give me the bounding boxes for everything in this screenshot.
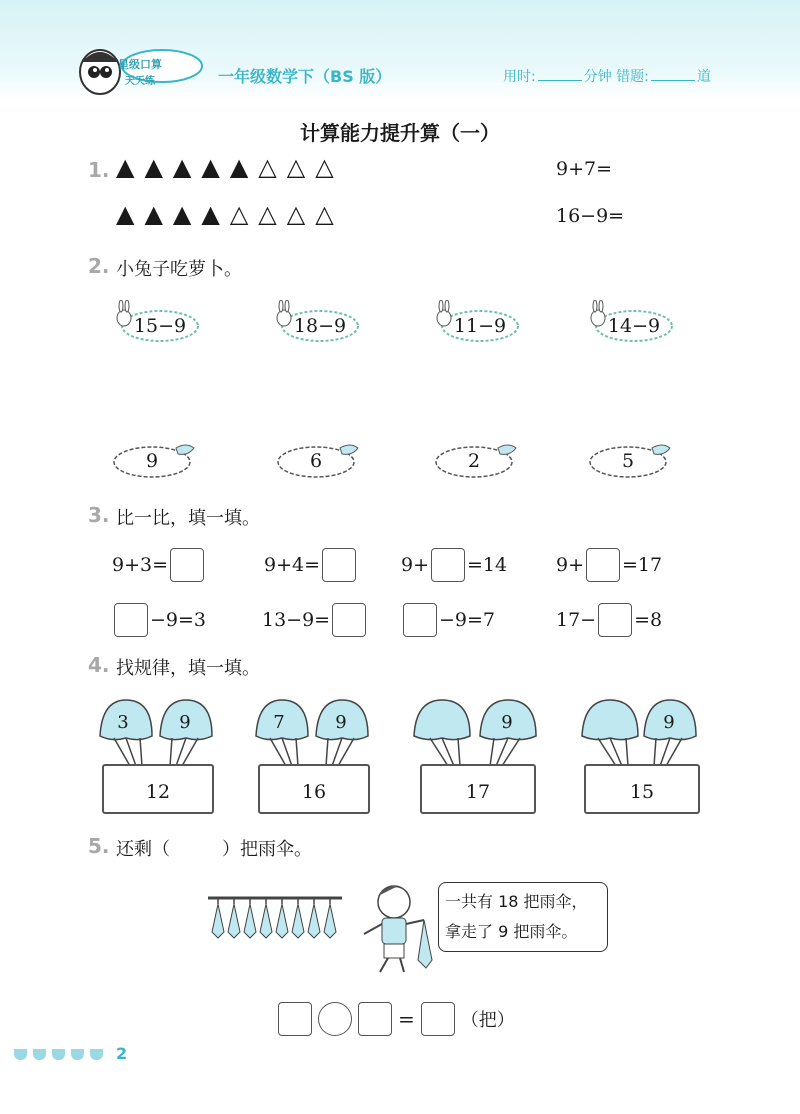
q1-equation-2: 16−9= xyxy=(556,205,625,227)
tree-group-2 xyxy=(252,696,372,814)
logo-text-top: 星级口算 xyxy=(118,58,162,71)
pot-box xyxy=(584,764,700,814)
errors-blank[interactable] xyxy=(651,68,695,81)
q2-text: 小兔子吃萝卜。 xyxy=(116,259,242,280)
pot-box xyxy=(420,764,536,814)
time-blank[interactable] xyxy=(538,68,582,81)
q2-number: 2. xyxy=(88,254,110,278)
pot-box xyxy=(102,764,214,814)
q1-equation-1: 9+7= xyxy=(556,158,613,180)
time-label: 用时: xyxy=(503,69,536,85)
pot-box xyxy=(258,764,370,814)
footer-dot xyxy=(52,1049,65,1060)
q5-text xyxy=(116,835,312,861)
footer-dot xyxy=(33,1049,46,1060)
logo-text-bottom: 天天练 xyxy=(125,76,155,87)
q4-number: 4. xyxy=(88,653,110,677)
tree-right-number: 9 xyxy=(501,712,513,733)
rabbit-expr-4: 14−9 xyxy=(607,315,661,337)
pot-sum: 17 xyxy=(465,781,491,803)
carrot-number-3: 2 xyxy=(467,450,481,472)
tree-right-number: 9 xyxy=(335,712,347,733)
grade-label: 一年级数学下（BS 版） xyxy=(218,67,392,86)
carrot-number-1: 9 xyxy=(145,450,159,472)
footer-dots xyxy=(14,1049,103,1060)
q3-eq-1-2 xyxy=(264,548,358,582)
carrot-number-4: 5 xyxy=(621,450,635,472)
time-errors-line xyxy=(503,66,711,86)
errors-unit: 道 xyxy=(696,69,711,85)
q5-text-after: ）把雨伞。 xyxy=(222,839,312,860)
q3-eq-2-2 xyxy=(262,603,368,637)
eq-pre: 9+4= xyxy=(264,554,321,576)
tree-left-number: 7 xyxy=(273,712,285,733)
rabbit-expr-1: 15−9 xyxy=(133,315,187,337)
footer-dot xyxy=(14,1049,27,1060)
tree-group-1 xyxy=(96,696,216,814)
page-number: 2 xyxy=(116,1044,128,1063)
q5-number: 5. xyxy=(88,834,110,858)
eq-pre: 9+3= xyxy=(112,554,169,576)
rabbit-expr-2: 18−9 xyxy=(293,315,347,337)
tree-left-number: 3 xyxy=(117,712,129,733)
q3-eq-2-3 xyxy=(401,603,495,637)
page-title: 计算能力提升算（一） xyxy=(300,121,500,145)
eq-post: =8 xyxy=(634,609,663,631)
q3-eq-2-4 xyxy=(556,603,662,637)
q5-equation xyxy=(278,1002,515,1036)
tree-right-number: 9 xyxy=(663,712,675,733)
answer-box[interactable] xyxy=(586,548,620,582)
footer-dot xyxy=(90,1049,103,1060)
tree-right-number: 9 xyxy=(179,712,191,733)
pot-sum: 16 xyxy=(301,781,327,803)
eq-post: =17 xyxy=(622,554,663,576)
bubble-line-1: 一共有 18 把雨伞， xyxy=(445,892,588,911)
q1-triangles-row2: ▲▲▲▲△△△△ xyxy=(116,200,344,228)
errors-label: 错题: xyxy=(616,69,649,85)
operator-circle[interactable] xyxy=(318,1002,352,1036)
answer-box[interactable] xyxy=(278,1002,312,1036)
eq-pre: 17− xyxy=(556,609,597,631)
q3-eq-1-4 xyxy=(556,548,662,582)
unit-label: （把） xyxy=(460,1010,515,1031)
eq-post: −9=3 xyxy=(150,609,207,631)
eq-post: =14 xyxy=(467,554,508,576)
carrot-number-2: 6 xyxy=(309,450,323,472)
q1-triangles-row1: ▲▲▲▲▲△△△ xyxy=(116,153,344,181)
pot-sum: 12 xyxy=(145,781,171,803)
q3-eq-2-1 xyxy=(112,603,206,637)
q3-text: 比一比，填一填。 xyxy=(116,508,260,529)
answer-box[interactable] xyxy=(421,1002,455,1036)
answer-box[interactable] xyxy=(322,548,356,582)
equals-sign: = xyxy=(398,1007,415,1031)
eq-post: −9=7 xyxy=(439,609,496,631)
eq-pre: 9+ xyxy=(556,554,585,576)
answer-box[interactable] xyxy=(170,548,204,582)
q5-text-before: 还剩（ xyxy=(116,839,170,860)
footer-dot xyxy=(71,1049,84,1060)
boy-with-umbrella-icon xyxy=(358,880,442,978)
tree-group-4 xyxy=(578,696,702,814)
answer-box[interactable] xyxy=(332,603,366,637)
q3-eq-1-3 xyxy=(401,548,507,582)
rabbit-expr-3: 11−9 xyxy=(453,315,507,337)
minutes-unit: 分钟 xyxy=(583,69,612,85)
q3-eq-1-1 xyxy=(112,548,206,582)
umbrella-rack-icon xyxy=(206,892,346,944)
answer-box[interactable] xyxy=(598,603,632,637)
answer-box[interactable] xyxy=(358,1002,392,1036)
q1-number: 1. xyxy=(88,158,110,182)
eq-pre: 9+ xyxy=(401,554,430,576)
q4-text: 找规律，填一填。 xyxy=(116,658,260,679)
q3-number: 3. xyxy=(88,503,110,527)
tree-group-3 xyxy=(410,696,544,814)
answer-box[interactable] xyxy=(431,548,465,582)
pot-sum: 15 xyxy=(629,781,655,803)
bubble-line-2: 拿走了 9 把雨伞。 xyxy=(445,922,578,941)
answer-box[interactable] xyxy=(114,603,148,637)
speech-bubble xyxy=(438,882,608,952)
eq-pre: 13−9= xyxy=(262,609,331,631)
answer-box[interactable] xyxy=(403,603,437,637)
